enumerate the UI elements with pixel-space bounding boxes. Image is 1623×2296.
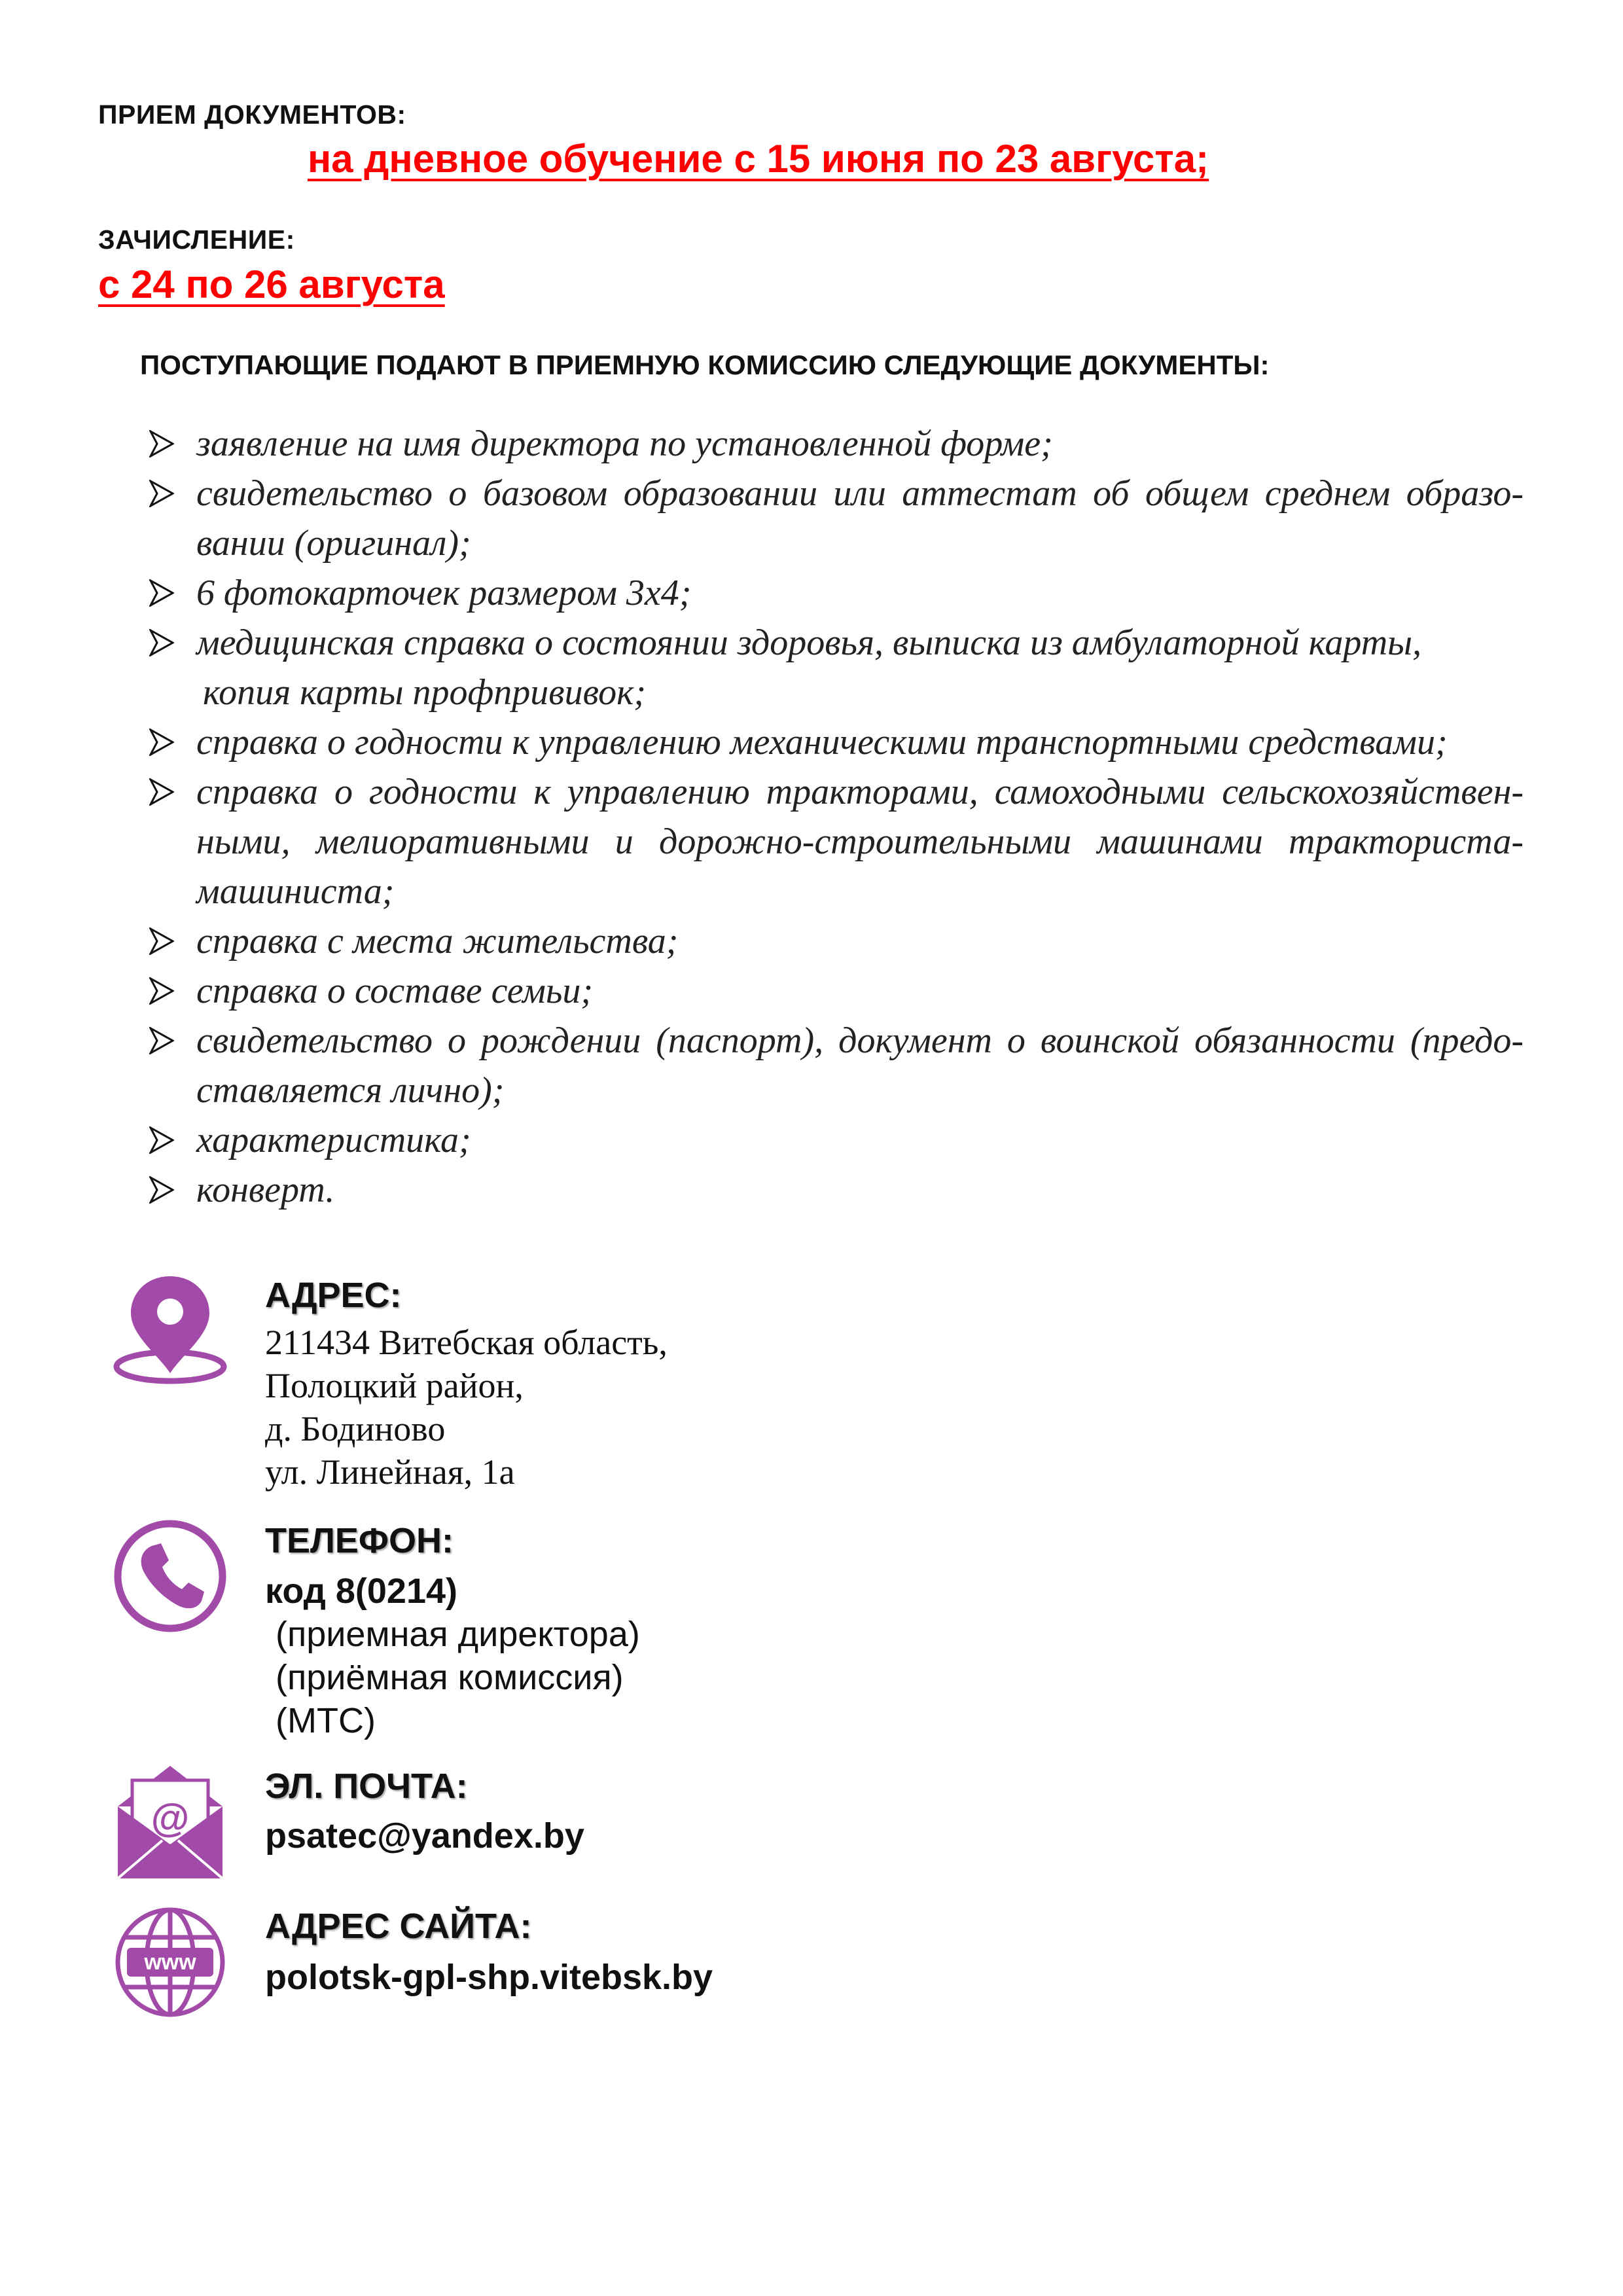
list-item-text: справка о годности к управлению механическими транспортными средствами; [196,722,1448,762]
email-value[interactable]: psatec@yandex.by [265,1816,584,1856]
phone-line: (приёмная комиссия) [276,1658,624,1697]
phone-lines [265,1570,640,1742]
address-title: АДРЕС: [265,1276,402,1315]
admission-period: на дневное обучение с 15 июня по 23 августа; [308,137,1209,181]
list-item-text: свидетельство о рождении (паспорт), документ о воинской обязанности (предо- [196,1020,1524,1061]
address-line: 211434 Витебская область, [265,1323,668,1362]
list-item-text: справка о годности к управлению тракторами, самоходными сельскохозяйствен- [196,772,1524,812]
list-item-text: характеристика; [196,1120,471,1160]
documents-list [149,419,1524,1215]
arrow-bullet-icon [149,430,174,457]
address-line: Полоцкий район, [265,1366,524,1405]
list-item-text: ставляется лично); [196,1070,505,1111]
list-item [149,1115,1524,1165]
address-lines [265,1321,668,1494]
list-item [149,1165,1524,1215]
globe-www-icon [111,1903,229,2021]
www-label: www [144,1950,196,1975]
list-item-text: справка с места жительства; [196,921,679,961]
arrow-bullet-icon [149,1126,174,1154]
phone-title: ТЕЛЕФОН: [265,1521,454,1560]
address-line: д. Бодиново [265,1409,446,1448]
list-item [149,1016,1524,1115]
documents-heading: ПОСТУПАЮЩИЕ ПОДАЮТ В ПРИЕМНУЮ КОМИССИЮ СЛЕДУЮЩИЕ ДОКУМЕНТЫ: [140,350,1270,380]
arrow-bullet-icon [149,579,174,607]
location-pin-icon [111,1270,229,1388]
list-item-text: свидетельство о базовом образовании или аттестат об общем среднем образо- [196,473,1524,514]
list-item-text: конверт. [196,1170,335,1210]
address-line: ул. Линейная, 1а [265,1452,515,1492]
list-item-text: справка о составе семьи; [196,971,594,1011]
phone-line: (МТС) [276,1701,376,1740]
enrollment-period: с 24 по 26 августа [98,262,445,306]
list-item-text: 6 фотокарточек размером 3х4; [196,573,692,613]
list-item [149,717,1524,767]
arrow-bullet-icon [149,629,174,656]
list-item-text: ными, мелиоративными и дорожно-строительными машинами тракториста- [196,821,1524,862]
list-item [149,618,1524,717]
arrow-bullet-icon [149,927,174,955]
website-title: АДРЕС САЙТА: [265,1907,532,1946]
list-item [149,469,1524,568]
arrow-bullet-icon [149,778,174,806]
list-item [149,419,1524,469]
list-item-text: копия карты профпрививок; [203,672,647,713]
list-item [149,568,1524,618]
arrow-bullet-icon [149,480,174,507]
list-item-text: вании (оригинал); [196,523,471,564]
list-item-text: медицинская справка о состоянии здоровья, выписка из амбулаторной карты, [196,622,1422,663]
list-item [149,916,1524,966]
arrow-bullet-icon [149,977,174,1005]
list-item [149,966,1524,1016]
list-item-text: машиниста; [196,871,395,912]
phone-code: код 8(0214) [265,1571,457,1611]
phone-line: (приемная директора) [276,1615,640,1654]
list-item [149,767,1524,916]
enrollment-label: ЗАЧИСЛЕНИЕ: [98,224,295,255]
website-value[interactable]: polotsk-gpl-shp.vitebsk.by [265,1958,713,1997]
admission-label: ПРИЕМ ДОКУМЕНТОВ: [98,99,406,130]
phone-icon [111,1517,229,1635]
list-item-text: заявление на имя директора по установленной форме; [196,423,1053,464]
email-title: ЭЛ. ПОЧТА: [265,1767,468,1806]
arrow-bullet-icon [149,1027,174,1054]
envelope-icon [111,1761,229,1882]
svg-text:@: @ [151,1796,190,1840]
arrow-bullet-icon [149,1176,174,1204]
arrow-bullet-icon [149,728,174,756]
